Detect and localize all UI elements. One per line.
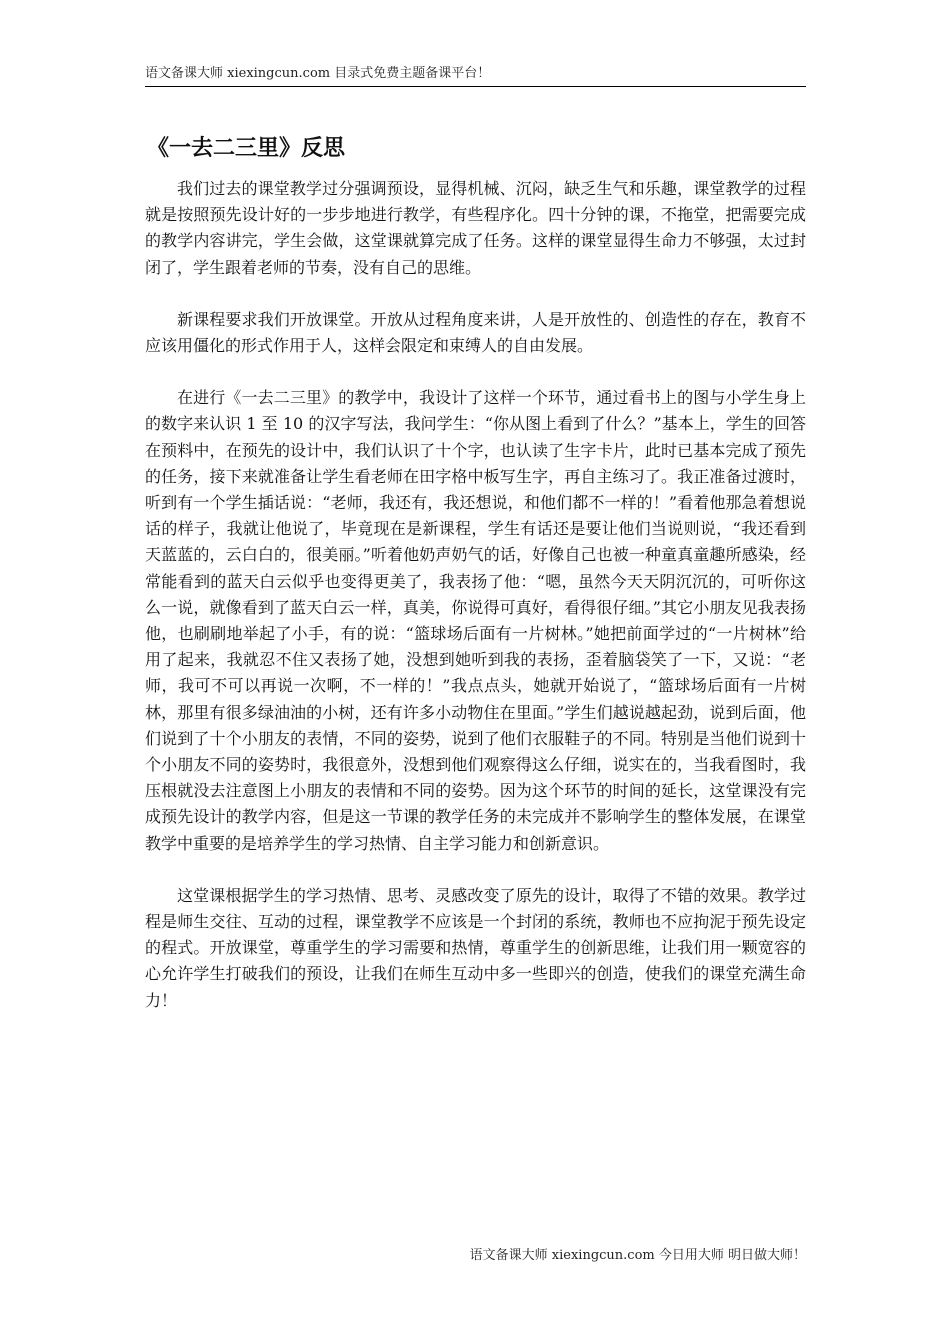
paragraph-3: 在进行《一去二三里》的教学中，我设计了这样一个环节，通过看书上的图与小学生身上的数字来认识 1 至 10 的汉字写法，我问学生：“你从图上看到了什么？”基本上，学生的回答在预料中，在预先的设计中，我们认识了十个字，也认读了生字卡片，此时已基本完成了预先的任务，接下来就准备让学生看老师在田字格中板写生字，再自主练习了。我正准备过渡时，听到有一个学生插话说：“老师，我还有，我还想说，和他们都不一样的！”看着他那急着想说话的样子，我就让他说了，毕竟现在是新课程，学生有话还是要让他们当说则说，“我还看到天蓝蓝的，云白白的，很美丽。”听着他奶声奶气的话，好像自己也被一种童真童趣所感染，经常能看到的蓝天白云似乎也变得更美了，我表扬了他：“嗯，虽然今天天阴沉沉的，可听你这么一说，就像看到了蓝天白云一样，真美，你说得可真好，看得很仔细。”其它小朋友见我表扬他，也刷刷地举起了小手，有的说：“篮球场后面有一片树林。”她把前面学过的“一片树林”给用了起来，我就忍不住又表扬了她，没想到她听到我的表扬，歪着脑袋笑了一下，又说：“老师，我可不可以再说一次啊，不一样的！”我点点头，她就开始说了，“篮球场后面有一片树林，那里有很多绿油油的小树，还有许多小动物住在里面。”学生们越说越起劲，说到后面，他们说到了十个小朋友的表情，不同的姿势，说到了他们衣服鞋子的不同。特别是当他们说到十个小朋友不同的姿势时，我很意外，没想到他们观察得这么仔细，说实在的，当我看图时，我压根就没去注意图上小朋友的表情和不同的姿势。因为这个环节的时间的延长，这堂课没有完成预先设计的教学内容，但是这一节课的教学任务的未完成并不影响学生的整体发展，在课堂教学中重要的是培养学生的学习热情、自主学习能力和创新意识。 xyxy=(145,388,806,853)
document-title: 《一去二三里》反思 xyxy=(147,135,346,161)
document-body xyxy=(145,176,806,1040)
page-header xyxy=(145,64,806,87)
paragraph-4: 这堂课根据学生的学习热情、思考、灵感改变了原先的设计，取得了不错的效果。教学过程是师生交往、互动的过程，课堂教学不应该是一个封闭的系统，教师也不应拘泥于预先设定的程式。开放课堂，尊重学生的学习需要和热情，尊重学生的创新思维，让我们用一颗宽容的心允许学生打破我们的预设，让我们在师生互动中多一些即兴的创造，使我们的课堂充满生命力！ xyxy=(145,885,806,1010)
header-text: 语文备课大师 xiexingcun.com 目录式免费主题备课平台！ xyxy=(145,66,491,81)
paragraph-2: 新课程要求我们开放课堂。开放从过程角度来讲，人是开放性的、创造性的存在，教育不应该用僵化的形式作用于人，这样会限定和束缚人的自由发展。 xyxy=(145,309,806,356)
paragraph-1: 我们过去的课堂教学过分强调预设，显得机械、沉闷，缺乏生气和乐趣，课堂教学的过程就是按照预先设计好的一步步地进行教学，有些程序化。四十分钟的课，不拖堂，把需要完成的教学内容讲完，学生会做，这堂课就算完成了任务。这样的课堂显得生命力不够强，太过封闭了，学生跟着老师的节奏，没有自己的思维。 xyxy=(145,179,806,277)
page-footer xyxy=(470,1246,806,1266)
footer-text: 语文备课大师 xiexingcun.com 今日用大师 明日做大师！ xyxy=(469,1248,806,1263)
